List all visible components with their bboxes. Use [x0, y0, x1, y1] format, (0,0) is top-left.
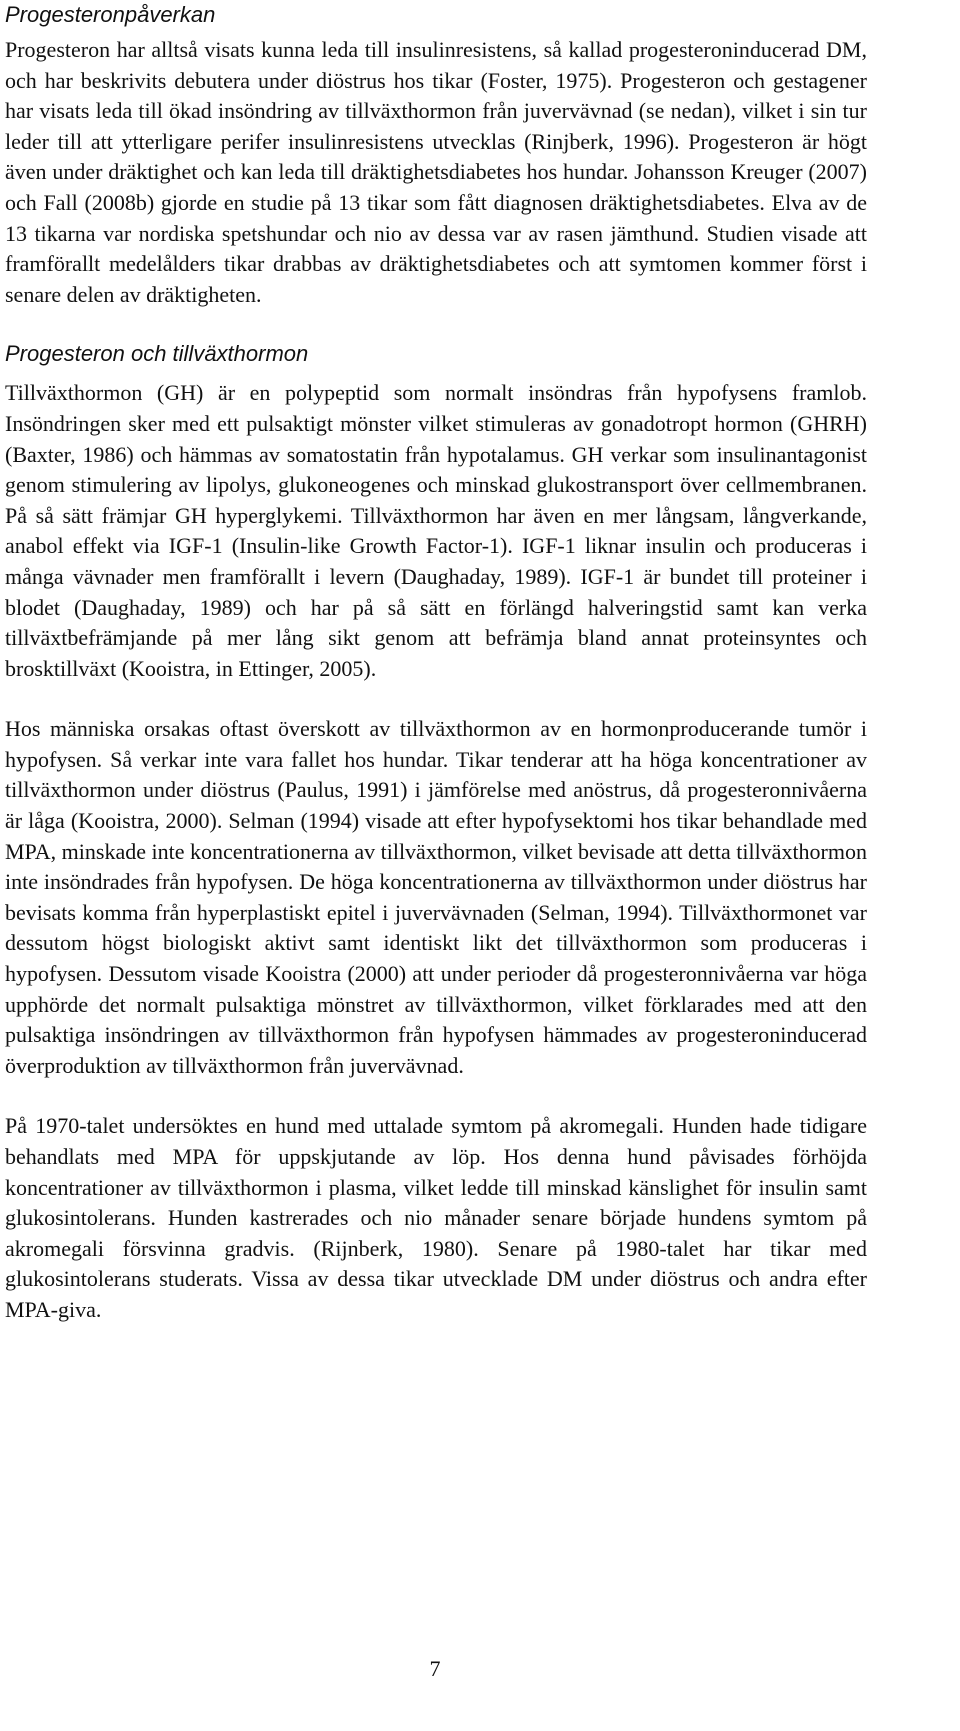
- page-number: 7: [429, 1656, 441, 1681]
- section-heading-progesteron-tillvaxthormon: Progesteron och tillväxthormon: [5, 341, 309, 367]
- paragraph: På 1970-talet undersöktes en hund med uttalade symtom på akromegali. Hunden hade tidigare behandlats med MPA för uppskjutande av löp. Hos denna hund påvisades förhöjda koncentrationer av tillväxthormon i plasma, vilket ledde till minskad känslighet för insulin samt glukosintolerans. Hunden kastrerades och nio månader senare började hundens symtom på akromegali försvinna gradvis. (Rijnberk, 1980). Senare på 1980-talet har tikar med glukosintolerans studerats. Vissa av dessa tikar utvecklade DM under diöstrus och andra efter MPA-giva.: [5, 1113, 867, 1322]
- paragraph: Tillväxthormon (GH) är en polypeptid som normalt insöndras från hypofysens framlob. Insöndringen sker med ett pulsaktigt mönster vilket stimuleras av gonadotropt hormon (GHRH) (Baxter, 1986) och hämmas av somatostatin från hypotalamus. GH verkar som insulinantagonist genom stimulering av lipolys, glukoneogenes och minskad glukostransport över cellmembranen. På så sätt främjar GH hyperglykemi. Tillväxthormon har även en mer långsam, långverkande, anabol effekt via IGF-1 (Insulin-like Growth Factor-1). IGF-1 liknar insulin och produceras i många vävnader men framförallt i levern (Daughaday, 1989). IGF-1 är bundet till proteiner i blodet (Daughaday, 1989) och har på så sätt en förlängd halveringstid samt kan verka tillväxtbefrämjande på mer lång sikt genom att befrämja bland annat proteinsyntes och brosktillväxt (Kooistra, in Ettinger, 2005).: [5, 380, 867, 681]
- document-page: [5, 0, 867, 1326]
- section-heading-progesteronpaverkan: Progesteronpåverkan: [5, 2, 216, 27]
- paragraph: Hos människa orsakas oftast överskott av tillväxthormon av en hormonproducerande tumör i hypofysen. Så verkar inte vara fallet hos hundar. Tikar tenderar att ha höga koncentrationer av tillväxthormon under diöstrus (Paulus, 1991) i jämförelse med anöstrus, då progesteronnivåerna är låga (Kooistra, 2000). Selman (1994) visade att efter hypofysektomi hos tikar behandlade med MPA, minskade inte koncentrationerna av tillväxthormon, vilket bevisade att detta tillväxthormon inte insöndrades från hypofysen. De höga koncentrationerna av tillväxthormon under diöstrus har bevisats komma från hyperplastiskt epitel i juvervävnaden (Selman, 1994). Tillväxthormonet var dessutom högst biologiskt aktivt samt identiskt likt det tillväxthormon som produceras i hypofysen. Dessutom visade Kooistra (2000) att under perioder då progesteronnivåerna var höga upphörde det normalt pulsaktiga mönstret av tillväxthormon, vilket förklarades med att den pulsaktiga insöndringen av tillväxthormon från hypofysen hämmades av progesteroninducerad överproduktion av tillväxthormon från juvervävnad.: [5, 716, 867, 1078]
- paragraph: Progesteron har alltså visats kunna leda till insulinresistens, så kallad progesteroninducerad DM, och har beskrivits debutera under diöstrus hos tikar (Foster, 1975). Progesteron och gestagener har visats leda till ökad insöndring av tillväxthormon från juvervävnad (se nedan), vilket i sin tur leder till att ytterligare perifer insulinresistens utvecklas (Rinjberk, 1996). Progesteron är högt även under dräktighet och kan leda till dräktighetsdiabetes hos hundar. Johansson Kreuger (2007) och Fall (2008b) gjorde en studie på 13 tikar som fått diagnosen dräktighetsdiabetes. Elva av de 13 tikarna var nordiska spetshundar och nio av dessa var av rasen jämthund. Studien visade att framförallt medelålders tikar drabbas av dräktighetsdiabetes och att symtomen kommer först i senare delen av dräktigheten.: [5, 37, 867, 307]
